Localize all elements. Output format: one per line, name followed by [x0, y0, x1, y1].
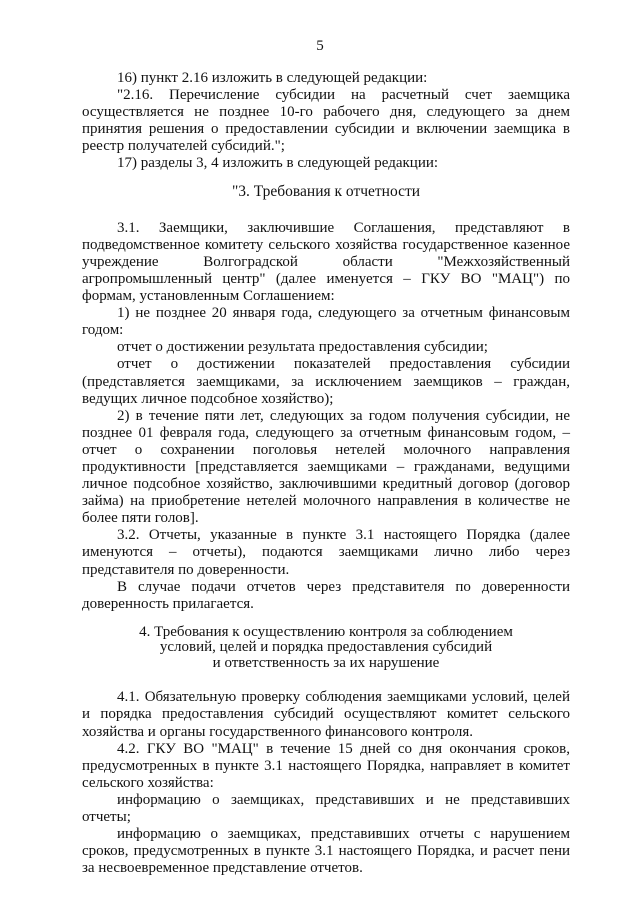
section-4-heading-line: 4. Требования к осуществлению контроля за соблюдением	[139, 623, 513, 640]
clause-2-16-text: "2.16. Перечисление субсидии на расчетный счет заемщика осуществляется не позднее 10-го рабочего дня, следующего за днем принятия решения о предоставлении субсидии и включении заемщика в реестр получателей субсидий.";	[82, 87, 570, 155]
clause-4-2-info-submitted: информацию о заемщиках, представивших и не представивших отчеты;	[82, 791, 570, 825]
clause-4-2-info-late: информацию о заемщиках, представивших отчеты с нарушением сроков, предусмотренных в пункте 3.1 настоящего Порядка, и расчет пени за несвоевременное представление отчетов.	[82, 826, 570, 877]
page-number: 5	[316, 38, 324, 54]
clause-3-2: 3.2. Отчеты, указанные в пункте 3.1 настоящего Порядка (далее именуются – отчеты), подаются заемщиками лично либо через представителя по доверенности.	[82, 527, 570, 578]
amendment-item-16: 16) пункт 2.16 изложить в следующей редакции:	[117, 70, 428, 86]
clause-4-2: 4.2. ГКУ ВО "МАЦ" в течение 15 дней со дня окончания сроков, предусмотренных в пункте 3.1 настоящего Порядка, направляет в комитет сельского хозяйства:	[82, 740, 570, 791]
clause-3-2-proxy: В случае подачи отчетов через представителя по доверенности доверенность прилагается.	[82, 578, 570, 612]
section-4-heading-line: и ответственность за их нарушение	[212, 654, 440, 671]
section-4-heading-line: условий, целей и порядка предоставления субсидий	[159, 639, 493, 656]
clause-3-1-report-indicators: отчет о достижении показателей предоставления субсидии (представляется заемщиками, за исключением заемщиков – граждан, ведущих личное подсобное хозяйство);	[82, 356, 570, 407]
clause-3-1: 3.1. Заемщики, заключившие Соглашения, представляют в подведомственное комитету сельского хозяйства государственное казенное учреждение Волгоградской области "Межхозяйственный агропромышленный центр" (далее именуется – ГКУ ВО "МАЦ") по формам, установленным Соглашением:	[82, 219, 570, 305]
clause-3-1-item-1: 1) не позднее 20 января года, следующего за отчетным финансовым годом:	[82, 305, 570, 339]
clause-3-1-report-result: отчет о достижении результата предоставления субсидии;	[117, 339, 488, 356]
document-body	[82, 70, 570, 877]
amendment-item-17: 17) разделы 3, 4 изложить в следующей редакции:	[117, 155, 439, 172]
clause-3-1-item-2: 2) в течение пяти лет, следующих за годом получения субсидии, не позднее 01 февраля года, следующего за отчетным финансовым годом, – отчет о сохранении поголовья нетелей молочного направления продуктивности [представляется заемщиками – гражданами, ведущими личное подсобное хозяйство, заключившими кредитный договор (договор займа) на приобретение нетелей молочного направления в количестве не более пяти голов].	[82, 407, 570, 527]
section-3-heading: "3. Требования к отчетности	[231, 182, 421, 200]
clause-4-1: 4.1. Обязательную проверку соблюдения заемщиками условий, целей и порядка предоставления субсидий осуществляют комитет сельского хозяйства и органы государственного финансового контроля.	[82, 689, 570, 740]
section-4-heading	[82, 625, 570, 672]
